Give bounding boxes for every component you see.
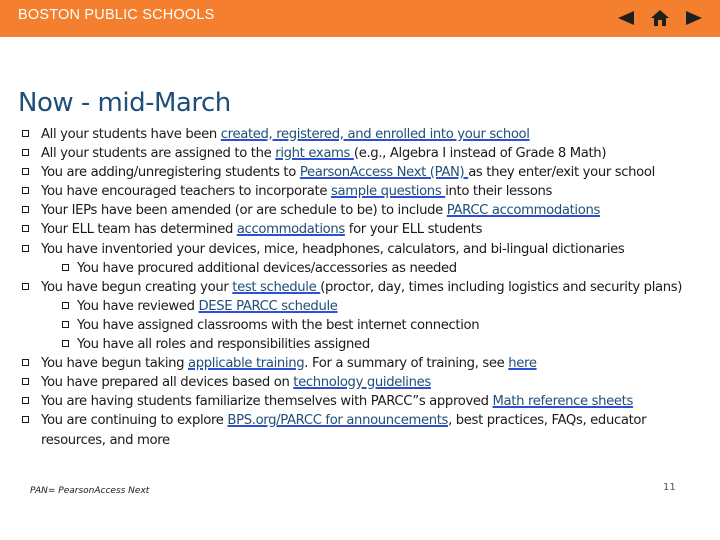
checkbox-bullet-icon — [22, 245, 29, 252]
item-text: , best practices, FAQs, educator resources, and more — [41, 413, 647, 448]
checklist-item — [22, 201, 712, 220]
sub-checklist-item — [22, 316, 712, 335]
checkbox-bullet-icon — [22, 206, 29, 213]
checkbox-bullet-icon — [22, 168, 29, 175]
hyperlink[interactable]: DESE PARCC schedule — [198, 298, 338, 314]
checklist-item — [22, 182, 712, 201]
hyperlink[interactable]: PearsonAccess Next (PAN) — [299, 165, 469, 181]
checkbox-bullet-icon — [22, 359, 29, 366]
item-text: You have procured additional devices/accessories as needed — [77, 260, 457, 276]
item-text: You are adding/unregistering students to — [41, 165, 300, 181]
checkbox-bullet-icon — [62, 264, 69, 271]
item-text: You have begun taking — [41, 356, 189, 372]
checkbox-bullet-icon — [62, 321, 69, 328]
item-text: All your students are assigned to the — [41, 146, 276, 162]
item-text: Your ELL team has determined — [41, 222, 237, 238]
checklist-item — [22, 144, 712, 163]
home-icon[interactable] — [650, 8, 670, 28]
sub-checklist-item — [22, 297, 712, 316]
checkbox-bullet-icon — [22, 416, 29, 423]
item-text: You are having students familiarize themselves with PARCC”s approved — [41, 394, 493, 410]
hyperlink[interactable]: sample questions — [330, 184, 446, 200]
checklist-item — [22, 411, 712, 449]
checkbox-bullet-icon — [22, 397, 29, 404]
header-bar — [0, 0, 720, 37]
item-text: for your ELL students — [344, 222, 483, 238]
hyperlink[interactable]: BPS.org/PARCC for announcements — [227, 413, 449, 429]
hyperlink[interactable]: here — [508, 356, 537, 372]
previous-slide-icon[interactable] — [616, 8, 636, 28]
item-text: Your IEPs have been amended (or are schedule to be) to include — [41, 203, 447, 219]
hyperlink[interactable]: applicable training — [188, 356, 305, 372]
item-text: into their lessons — [445, 184, 553, 200]
checkbox-bullet-icon — [22, 225, 29, 232]
hyperlink[interactable]: PARCC accommodations — [446, 203, 600, 219]
item-text: You are continuing to explore — [41, 413, 228, 429]
checkbox-bullet-icon — [22, 187, 29, 194]
checkbox-bullet-icon — [62, 302, 69, 309]
checklist-item — [22, 373, 712, 392]
hyperlink[interactable]: Math reference sheets — [492, 394, 634, 410]
checklist-item — [22, 220, 712, 239]
slide-title: Now - mid-March — [18, 88, 231, 118]
item-text: You have reviewed — [77, 298, 199, 314]
item-text: All your students have been — [41, 127, 221, 142]
hyperlink[interactable]: right exams — [275, 146, 354, 162]
checklist-item — [22, 240, 712, 259]
checklist — [22, 125, 712, 450]
brand-title: BOSTON PUBLIC SCHOOLS — [18, 7, 215, 23]
item-text: (e.g., Algebra I instead of Grade 8 Math) — [353, 146, 607, 162]
checklist-item — [22, 354, 712, 373]
hyperlink[interactable]: created, registered, and enrolled into your school — [220, 127, 530, 142]
item-text: You have prepared all devices based on — [41, 375, 294, 391]
sub-checklist-item — [22, 259, 712, 278]
page-number: 11 — [663, 482, 676, 493]
checklist-item — [22, 278, 712, 297]
item-text: as they enter/exit your school — [468, 165, 655, 181]
checklist-item — [22, 392, 712, 411]
checkbox-bullet-icon — [22, 378, 29, 385]
item-text: . For a summary of training, see — [304, 356, 509, 372]
checkbox-bullet-icon — [62, 340, 69, 347]
hyperlink[interactable]: accommodations — [236, 222, 345, 238]
item-text: You have inventoried your devices, mice, headphones, calculators, and bi-lingual dictionaries — [41, 241, 625, 257]
item-text: (proctor, day, times including logistics and security plans) — [320, 279, 683, 295]
sub-checklist-item — [22, 335, 712, 354]
checkbox-bullet-icon — [22, 149, 29, 156]
hyperlink[interactable]: test schedule — [232, 279, 321, 295]
checklist-item — [22, 163, 712, 182]
footnote: PAN= PearsonAccess Next — [30, 486, 150, 496]
checkbox-bullet-icon — [22, 130, 29, 137]
item-text: You have encouraged teachers to incorporate — [41, 184, 331, 200]
next-slide-icon[interactable] — [684, 8, 704, 28]
item-text: You have all roles and responsibilities assigned — [77, 337, 370, 353]
item-text: You have assigned classrooms with the best internet connection — [77, 317, 480, 333]
checkbox-bullet-icon — [22, 283, 29, 290]
hyperlink[interactable]: technology guidelines — [293, 375, 431, 391]
checklist-item — [22, 125, 712, 144]
item-text: You have begun creating your — [41, 279, 233, 295]
